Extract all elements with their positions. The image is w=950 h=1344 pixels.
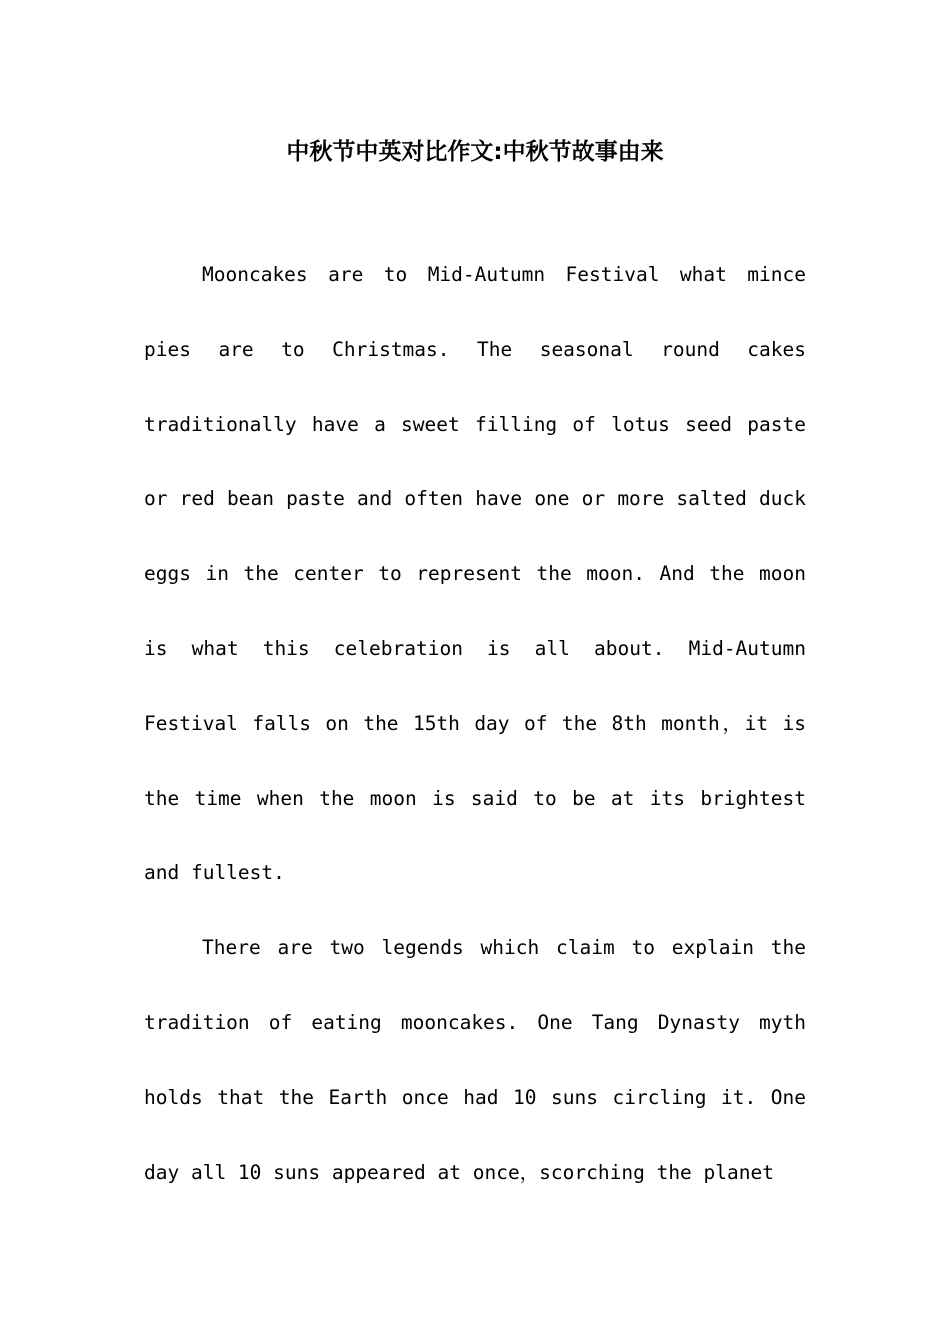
paragraph: Mooncakes are to Mid-Autumn Festival what mince pies are to Christmas. The seasonal round cakes traditionally have a sweet filling of lotus seed paste or red bean paste and often have one or more salted duck eggs in the center to represent the moon. And the moon is what this celebration is all about. Mid-Autumn Festival falls on the 15th day of the 8th month，it is the time when the moon is said to be at its brightest and fullest. — [144, 263, 806, 885]
document-body — [144, 238, 806, 1210]
paragraph: There are two legends which claim to explain the tradition of eating mooncakes. One Tang Dynasty myth holds that the Earth once had 10 suns circling it. One day all 10 suns appeared at once，scorching the planet — [144, 936, 806, 1184]
document-title: 中秋节中英对比作文:中秋节故事由来 — [286, 139, 664, 165]
